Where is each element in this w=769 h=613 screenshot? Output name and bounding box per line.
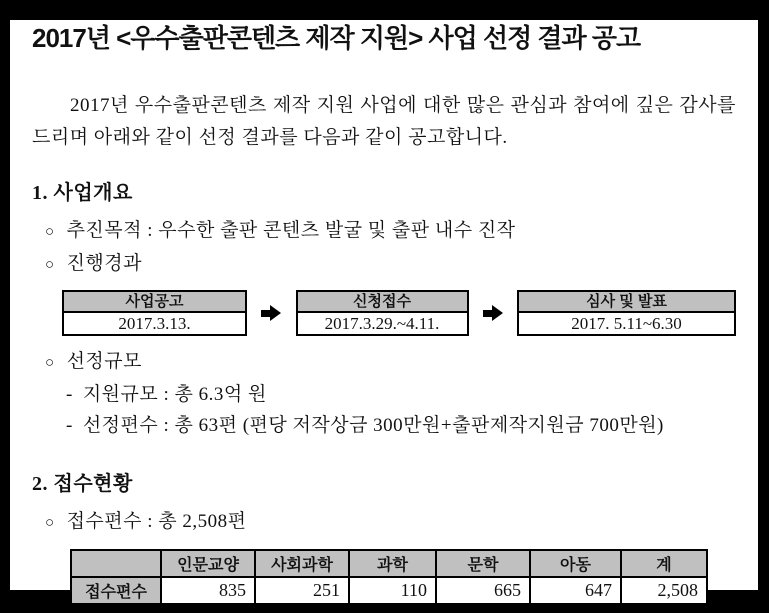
dash-bullet-icon: - bbox=[66, 384, 73, 405]
progress-line bbox=[32, 248, 736, 281]
dash-bullet-icon: - bbox=[66, 415, 73, 436]
received-count-text: 접수편수 : 총 2,508편 bbox=[66, 511, 247, 532]
flow-step-label: 심사 및 발표 bbox=[519, 292, 734, 313]
arrow-head bbox=[270, 305, 281, 321]
received-count-line bbox=[32, 506, 736, 539]
arrow-right-icon bbox=[478, 305, 508, 321]
selected-count-line bbox=[32, 410, 736, 441]
arrow-bar bbox=[261, 310, 270, 317]
col-header-total: 계 bbox=[621, 550, 707, 577]
circle-bullet-icon: ○ bbox=[45, 224, 55, 240]
circle-bullet-icon: ○ bbox=[45, 355, 55, 371]
cell-total: 2,508 bbox=[621, 577, 707, 604]
circle-bullet-icon: ○ bbox=[45, 515, 55, 531]
table-row bbox=[71, 577, 707, 604]
flow-step-label: 신청접수 bbox=[298, 292, 467, 313]
flow-step-date: 2017. 5.11~6.30 bbox=[519, 313, 734, 334]
purpose-line bbox=[32, 215, 736, 248]
col-header-children: 아동 bbox=[530, 550, 621, 577]
col-header-social-science: 사회과학 bbox=[255, 550, 349, 577]
flow-step-date: 2017.3.29.~4.11. bbox=[298, 313, 467, 334]
arrow-head bbox=[492, 305, 503, 321]
flow-step-label: 사업공고 bbox=[64, 292, 245, 313]
application-count-table bbox=[70, 549, 708, 605]
selection-scale-line bbox=[32, 346, 736, 379]
row-header-received: 접수편수 bbox=[71, 577, 161, 604]
cell-children: 647 bbox=[530, 577, 621, 604]
selection-scale-label: 선정규모 bbox=[66, 351, 142, 372]
flow-step-date: 2017.3.13. bbox=[64, 313, 245, 334]
cell-science: 110 bbox=[349, 577, 436, 604]
intro-paragraph: 2017년 우수출판콘텐츠 제작 지원 사업에 대한 많은 관심과 참여에 깊은 감사를 드리며 아래와 같이 선정 결과를 다음과 같이 공고합니다. bbox=[32, 95, 736, 148]
corner-cell bbox=[71, 550, 161, 577]
cell-literature: 665 bbox=[436, 577, 530, 604]
arrow-bar bbox=[483, 310, 492, 317]
table-header-row bbox=[71, 550, 707, 577]
support-scale-line bbox=[32, 379, 736, 410]
support-scale-text: 지원규모 : 총 6.3억 원 bbox=[82, 384, 267, 405]
progress-flow-diagram bbox=[62, 290, 736, 336]
document-page bbox=[10, 20, 758, 601]
cell-humanities: 835 bbox=[161, 577, 255, 604]
circle-bullet-icon: ○ bbox=[45, 257, 55, 273]
flow-step-announcement bbox=[62, 290, 247, 336]
col-header-humanities: 인문교양 bbox=[161, 550, 255, 577]
col-header-literature: 문학 bbox=[436, 550, 530, 577]
page-title: 2017년 <우수출판콘텐츠 제작 지원> 사업 선정 결과 공고 bbox=[32, 23, 641, 53]
col-header-science: 과학 bbox=[349, 550, 436, 577]
flow-step-review bbox=[517, 290, 736, 336]
section1-heading: 1. 사업개요 bbox=[32, 182, 133, 204]
cell-social-science: 251 bbox=[255, 577, 349, 604]
arrow-right-icon bbox=[256, 305, 286, 321]
progress-label: 진행경과 bbox=[66, 253, 142, 274]
flow-step-application bbox=[296, 290, 469, 336]
section2-heading: 2. 접수현황 bbox=[32, 473, 133, 495]
purpose-text: 추진목적 : 우수한 출판 콘텐츠 발굴 및 출판 내수 진작 bbox=[66, 220, 516, 241]
selected-count-text: 선정편수 : 총 63편 (편당 저작상금 300만원+출판제작지원금 700만원) bbox=[82, 415, 664, 436]
